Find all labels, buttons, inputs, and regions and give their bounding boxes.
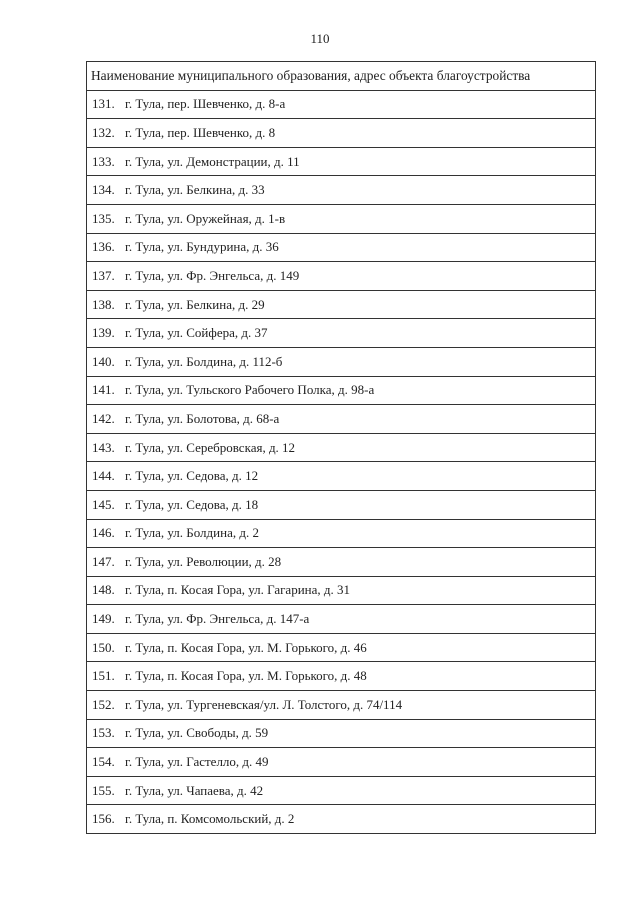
address-text: г. Тула, ул. Белкина, д. 33 [125, 182, 265, 198]
address-text: г. Тула, ул. Бундурина, д. 36 [125, 239, 279, 255]
address-cell [87, 376, 596, 405]
table-row [87, 576, 596, 605]
address-text: г. Тула, ул. Свободы, д. 59 [125, 725, 269, 741]
row-number: 138. [92, 296, 115, 312]
address-text: г. Тула, п. Косая Гора, ул. Гагарина, д. 31 [125, 582, 350, 598]
table-row [87, 633, 596, 662]
address-cell [87, 147, 596, 176]
address-cell [87, 204, 596, 233]
table-row [87, 691, 596, 720]
address-text: г. Тула, ул. Серебровская, д. 12 [125, 439, 296, 455]
table-row [87, 662, 596, 691]
address-text: г. Тула, п. Косая Гора, ул. М. Горького, д. 48 [125, 668, 367, 684]
row-number: 150. [92, 639, 115, 655]
address-cell [87, 462, 596, 491]
address-text: г. Тула, ул. Революции, д. 28 [125, 553, 282, 569]
address-cell [87, 805, 596, 834]
row-number: 131. [92, 96, 115, 112]
address-cell [87, 490, 596, 519]
table-row [87, 748, 596, 777]
table-row [87, 147, 596, 176]
address-cell [87, 176, 596, 205]
table-row [87, 376, 596, 405]
address-text: г. Тула, ул. Болдина, д. 112-б [125, 353, 283, 369]
table-row [87, 204, 596, 233]
table-row [87, 262, 596, 291]
row-number: 149. [92, 611, 115, 627]
address-text: г. Тула, ул. Белкина, д. 29 [125, 296, 265, 312]
row-number: 155. [92, 782, 115, 798]
address-cell [87, 776, 596, 805]
table-row [87, 548, 596, 577]
table-row [87, 290, 596, 319]
address-text: г. Тула, ул. Седова, д. 18 [125, 496, 259, 512]
address-cell [87, 405, 596, 434]
address-text: г. Тула, ул. Болотова, д. 68-а [125, 410, 280, 426]
address-cell [87, 262, 596, 291]
row-number: 142. [92, 410, 115, 426]
address-cell [87, 719, 596, 748]
address-cell [87, 519, 596, 548]
table-row [87, 119, 596, 148]
table-row [87, 605, 596, 634]
address-cell [87, 662, 596, 691]
address-text: г. Тула, ул. Фр. Энгельса, д. 147-а [125, 611, 310, 627]
address-cell [87, 233, 596, 262]
row-number: 147. [92, 553, 115, 569]
row-number: 146. [92, 525, 115, 541]
address-cell [87, 691, 596, 720]
address-cell [87, 576, 596, 605]
address-text: г. Тула, ул. Фр. Энгельса, д. 149 [125, 267, 300, 283]
table-row [87, 433, 596, 462]
address-text: г. Тула, ул. Гастелло, д. 49 [125, 754, 269, 770]
table-row [87, 347, 596, 376]
row-number: 148. [92, 582, 115, 598]
row-number: 154. [92, 754, 115, 770]
address-text: г. Тула, ул. Оружейная, д. 1-в [125, 210, 286, 226]
address-cell [87, 433, 596, 462]
address-text: г. Тула, ул. Сойфера, д. 37 [125, 325, 268, 341]
address-table [86, 61, 596, 834]
row-number: 151. [92, 668, 115, 684]
table-row [87, 805, 596, 834]
row-number: 136. [92, 239, 115, 255]
address-cell [87, 119, 596, 148]
address-text: г. Тула, ул. Седова, д. 12 [125, 468, 259, 484]
row-number: 135. [92, 210, 115, 226]
table-body [87, 90, 596, 833]
row-number: 132. [92, 124, 115, 140]
address-text: г. Тула, ул. Чапаева, д. 42 [125, 782, 264, 798]
address-text: г. Тула, п. Комсомольский, д. 2 [125, 811, 295, 827]
address-text: г. Тула, ул. Болдина, д. 2 [125, 525, 259, 541]
table-row [87, 719, 596, 748]
address-cell [87, 633, 596, 662]
row-number: 140. [92, 353, 115, 369]
row-number: 144. [92, 468, 115, 484]
row-number: 153. [92, 725, 115, 741]
address-cell [87, 605, 596, 634]
row-number: 139. [92, 325, 115, 341]
table-row [87, 90, 596, 119]
column-header: Наименование муниципального образования, адрес объекта благоустройства [87, 62, 596, 91]
address-cell [87, 319, 596, 348]
address-text: г. Тула, пер. Шевченко, д. 8-а [125, 96, 286, 112]
address-cell [87, 548, 596, 577]
address-text: г. Тула, п. Косая Гора, ул. М. Горького, д. 46 [125, 639, 367, 655]
row-number: 145. [92, 496, 115, 512]
table-row [87, 776, 596, 805]
row-number: 141. [92, 382, 115, 398]
row-number: 133. [92, 153, 115, 169]
address-cell [87, 347, 596, 376]
table-row [87, 490, 596, 519]
table-row [87, 519, 596, 548]
page-number: 110 [310, 31, 330, 46]
row-number: 137. [92, 267, 115, 283]
table-header-row [87, 62, 596, 91]
address-cell [87, 748, 596, 777]
address-text: г. Тула, ул. Тургеневская/ул. Л. Толстого, д. 74/114 [125, 696, 403, 712]
address-text: г. Тула, ул. Тульского Рабочего Полка, д. 98-а [125, 382, 375, 398]
row-number: 156. [92, 811, 115, 827]
address-text: г. Тула, ул. Демонстрации, д. 11 [125, 153, 300, 169]
row-number: 134. [92, 182, 115, 198]
table-row [87, 319, 596, 348]
table-row [87, 176, 596, 205]
table-row [87, 462, 596, 491]
table-row [87, 233, 596, 262]
address-text: г. Тула, пер. Шевченко, д. 8 [125, 124, 276, 140]
row-number: 152. [92, 696, 115, 712]
table-row [87, 405, 596, 434]
address-cell [87, 90, 596, 119]
address-cell [87, 290, 596, 319]
row-number: 143. [92, 439, 115, 455]
